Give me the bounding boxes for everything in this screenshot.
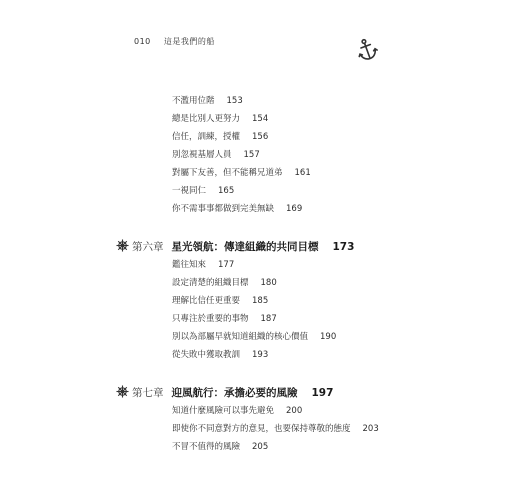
- chapter-heading-6[interactable]: [116, 238, 354, 254]
- toc-entry[interactable]: [172, 168, 311, 178]
- entry-page: 185: [252, 296, 269, 306]
- entry-title: 從失敗中獲取教訓: [172, 350, 241, 360]
- toc-entry[interactable]: [172, 296, 268, 306]
- ship-wheel-icon: [116, 239, 129, 252]
- chapter-page: 173: [332, 241, 355, 253]
- toc-entry[interactable]: [172, 150, 260, 160]
- entry-page: 177: [218, 260, 235, 270]
- chapter-heading-7[interactable]: [116, 384, 333, 400]
- entry-page: 154: [252, 114, 269, 124]
- book-title: 這是我們的船: [163, 37, 215, 46]
- toc-entry[interactable]: [172, 204, 302, 214]
- entry-page: 190: [320, 332, 337, 342]
- chapter-title: 迎風航行：承擔必要的風險: [171, 387, 298, 399]
- running-head: [134, 36, 215, 47]
- entry-title: 設定清楚的組織目標: [172, 278, 249, 288]
- entry-page: 161: [294, 168, 311, 178]
- entry-title: 對屬下友善，但不能稱兄道弟: [172, 168, 283, 178]
- entry-page: 205: [252, 442, 269, 452]
- toc-entry[interactable]: [172, 96, 243, 106]
- entry-title: 別以為部屬早就知道組織的核心價值: [172, 332, 309, 342]
- entry-page: 169: [286, 204, 303, 214]
- toc-entry[interactable]: [172, 278, 277, 288]
- entry-page: 153: [226, 96, 243, 106]
- toc-entry[interactable]: [172, 442, 268, 452]
- entry-page: 157: [243, 150, 260, 160]
- toc-entry[interactable]: [172, 350, 268, 360]
- toc-entry[interactable]: [172, 260, 234, 270]
- entry-page: 180: [260, 278, 277, 288]
- entry-title: 信任，訓練，授權: [172, 132, 241, 142]
- entry-title: 只專注於重要的事物: [172, 314, 249, 324]
- entry-title: 理解比信任更重要: [172, 296, 241, 306]
- anchor-icon: [356, 38, 378, 62]
- entry-page: 203: [362, 424, 379, 434]
- toc-entry[interactable]: [172, 424, 379, 434]
- chapter-label: 第七章: [132, 387, 164, 399]
- toc-entry[interactable]: [172, 114, 268, 124]
- toc-entry[interactable]: [172, 314, 277, 324]
- entry-page: 200: [286, 406, 303, 416]
- entry-title: 鑑往知來: [172, 260, 207, 270]
- entry-title: 總是比別人更努力: [172, 114, 241, 124]
- entry-page: 193: [252, 350, 269, 360]
- chapter-label: 第六章: [132, 241, 164, 253]
- entry-page: 187: [260, 314, 277, 324]
- entry-title: 一視同仁: [172, 186, 207, 196]
- entry-title: 別忽視基層人員: [172, 150, 232, 160]
- toc-entry[interactable]: [172, 132, 268, 142]
- entry-title: 不濫用位階: [172, 96, 215, 106]
- entry-title: 你不需事事都做到完美無缺: [172, 204, 275, 214]
- toc-entry[interactable]: [172, 332, 336, 342]
- entry-title: 知道什麼風險可以事先避免: [172, 406, 275, 416]
- chapter-title: 星光領航：傳達組織的共同目標: [171, 241, 319, 253]
- page-number: 010: [134, 37, 151, 46]
- ship-wheel-icon: [116, 385, 129, 398]
- chapter-page: 197: [311, 387, 334, 399]
- entry-title: 即使你不同意對方的意見，也要保持尊敬的態度: [172, 424, 351, 434]
- entry-page: 156: [252, 132, 269, 142]
- toc-entry[interactable]: [172, 186, 234, 196]
- toc-entry[interactable]: [172, 406, 302, 416]
- entry-title: 不冒不值得的風險: [172, 442, 241, 452]
- entry-page: 165: [218, 186, 235, 196]
